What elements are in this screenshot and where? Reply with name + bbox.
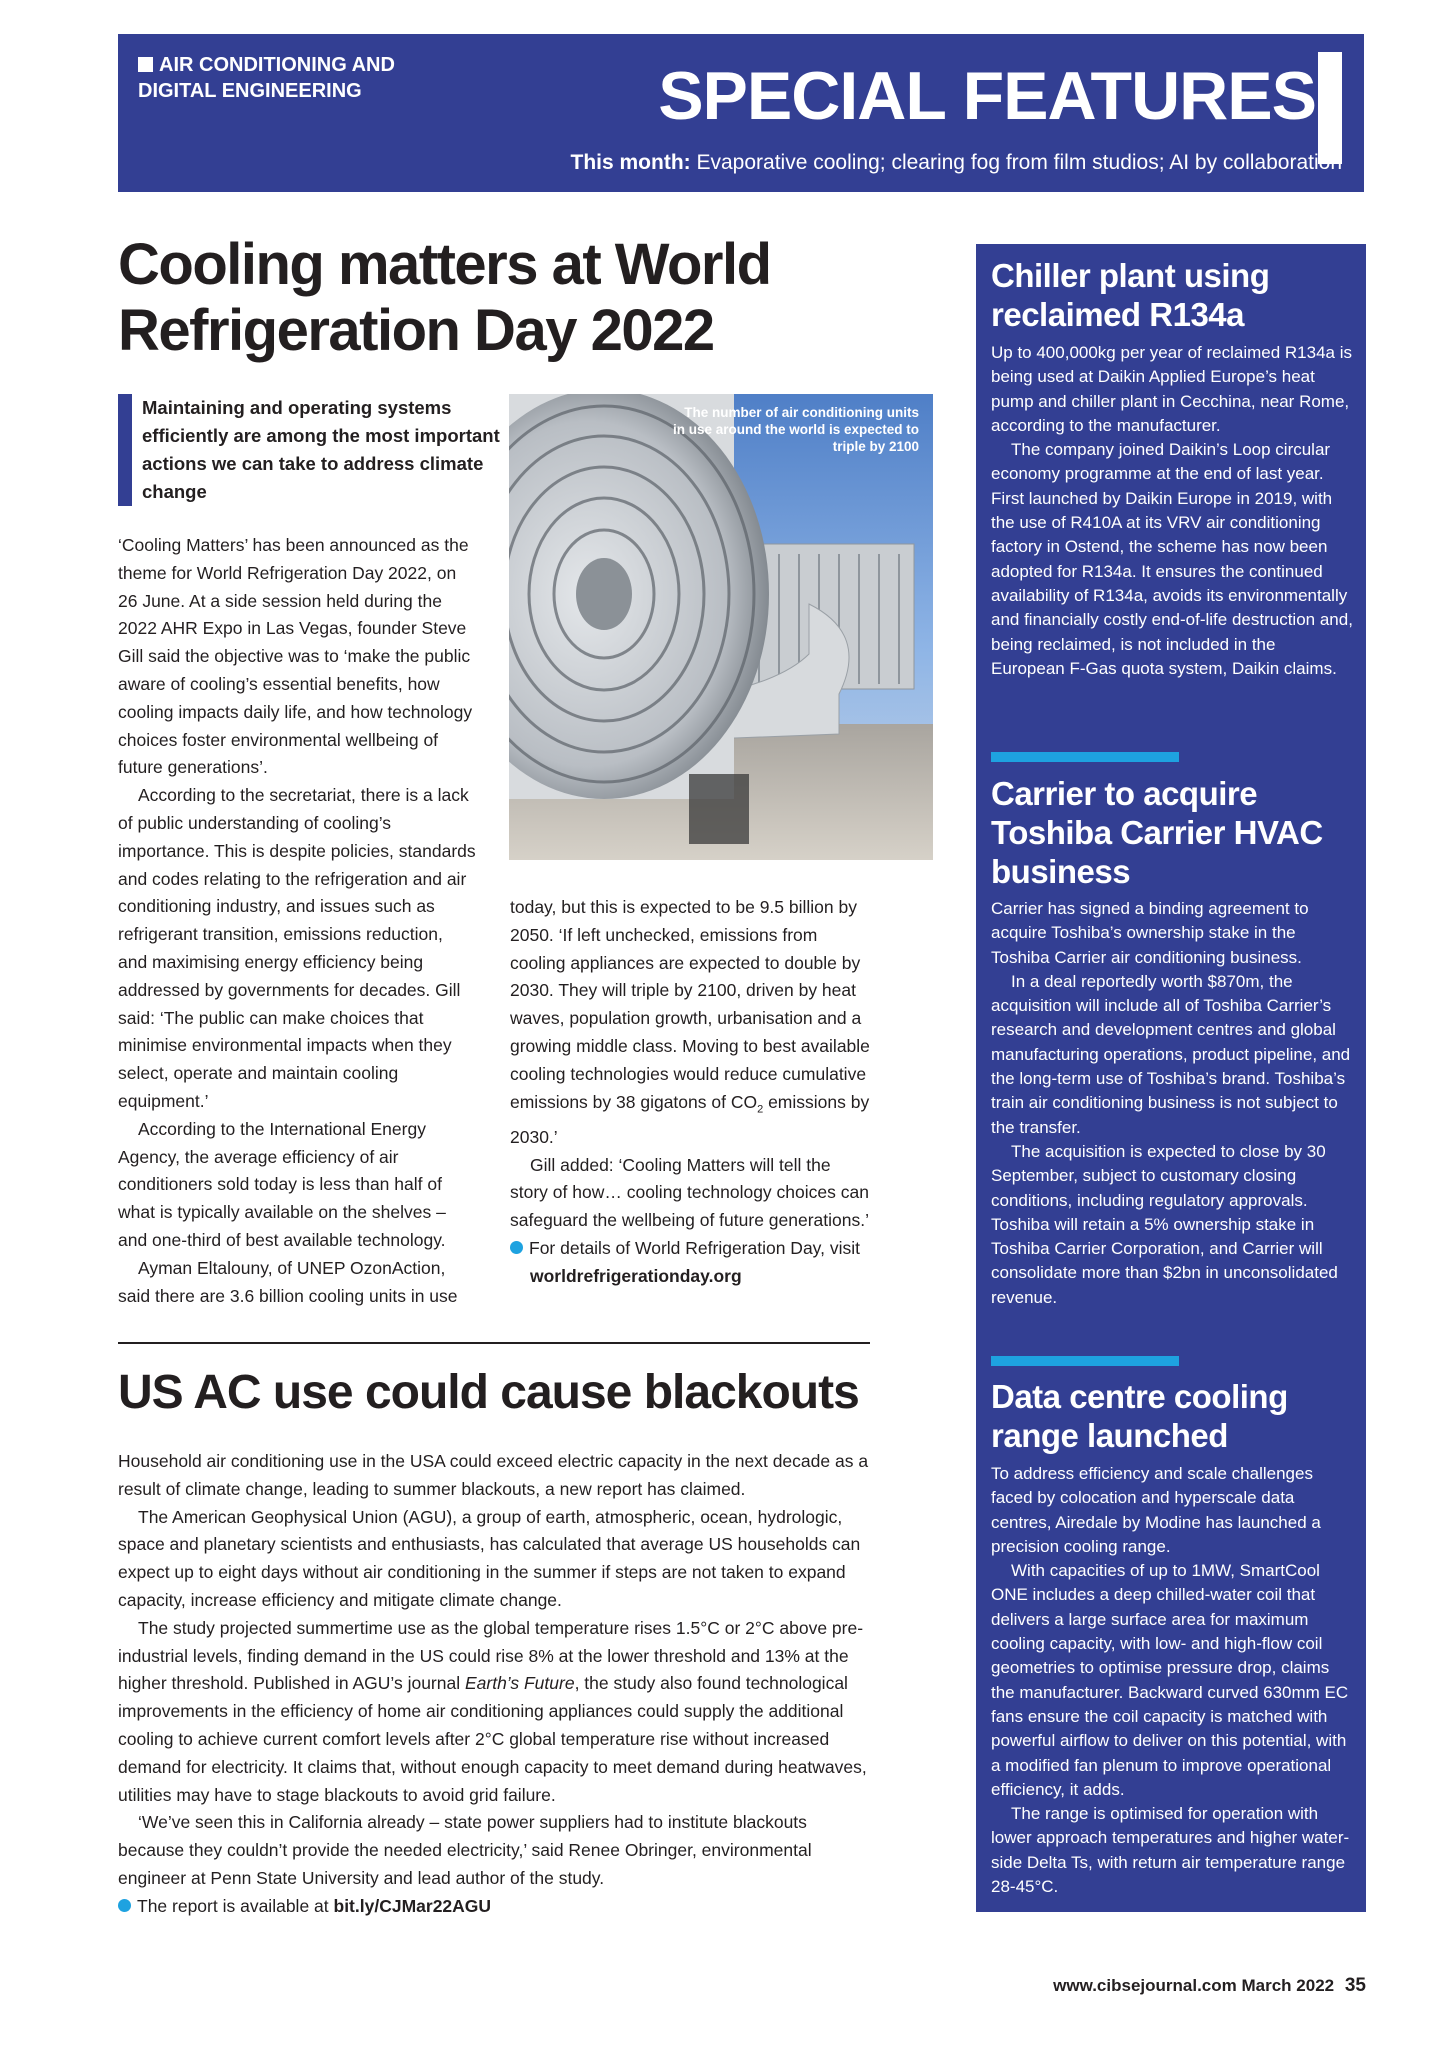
article-standfirst: Maintaining and operating systems efficiently are among the most important actions we can take to address climate change: [118, 394, 512, 506]
sidebar-headline-carrier: Carrier to acquire Toshiba Carrier HVAC business: [991, 775, 1323, 890]
photo-caption: The number of air conditioning units in use around the world is expected to triple by 2100: [672, 405, 919, 454]
section-tag: AIR CONDITIONING AND DIGITAL ENGINEERING: [138, 54, 395, 102]
article-headline: Cooling matters at World Refrigeration Day 2022: [118, 232, 771, 363]
paragraph: According to the secretariat, there is a lack of public understanding of cooling’s importance. This is despite policies, standards and codes relating to the refrigeration and air conditioning industry, and issues such as refrigerant transition, emissions reduction, and maximising energy efficiency being addressed by governments for decades. Gill said: ‘The public can make choices that minimise environmental impacts when they select, operate and maintain cooling equipment.’: [118, 785, 476, 1111]
paragraph: Ayman Eltalouny, of UNEP OzonAction, said there are 3.6 billion cooling units in use: [118, 1257, 458, 1306]
sidebar-headline-datacentre: Data centre cooling range launched: [991, 1378, 1288, 1454]
bullet-dot-icon: [510, 1241, 523, 1254]
sidebar-story-chiller: Up to 400,000kg per year of reclaimed R134a is being used at Daikin Applied Europe’s heat pump and chiller plant in Cecchina, near Rome, according to the manufacturer. The company joined Daikin’s Loop circular economy programme at the end of last year. First launched by Daikin Europe in 2019, with the use of R410A at its VRV air conditioning factory in Ostend, the scheme has now been adopted for R134a. It ensures the continued availability of R134a, avoids its environmentally and financially costly end-of-life destruction and, being reclaimed, is not included in the European F-Gas quota system, Daikin claims.: [991, 343, 1353, 678]
info-bullet: The report is available at bit.ly/CJMar22AGU: [118, 1893, 870, 1921]
this-month-label: This month:: [570, 151, 691, 174]
paragraph: The American Geophysical Union (AGU), a group of earth, atmospheric, ocean, hydrologic, space and planetary scientists and enthusiasts, has calculated that average US households can expect up to eight days without air conditioning in the summer if steps are not taken to expand capacity, increase efficiency and mitigate climate change.: [118, 1506, 861, 1610]
page-footer: [1053, 1974, 1366, 1998]
air-conditioner-photo: [509, 394, 933, 860]
info-bullet: For details of World Refrigeration Day, visit worldrefrigerationday.org: [510, 1235, 870, 1291]
sidebar-divider: [991, 1356, 1179, 1366]
footer-site[interactable]: www.cibsejournal.com: [1053, 1976, 1237, 1995]
article-photo: [509, 394, 933, 860]
link-worldrefrigerationday[interactable]: worldrefrigerationday.org: [530, 1265, 742, 1286]
this-month-text: Evaporative cooling; clearing fog from film studios; AI by collaboration: [696, 151, 1342, 174]
paragraph: The study projected summertime use as the global temperature rises 1.5°C or 2°C above pre-industrial levels, finding demand in the US could rise 8% at the lower threshold and 13% at the higher threshold. Published in AGU’s journal Earth’s Future, the study also found technological improvements in the efficiency of home air conditioning appliances could supply the additional cooling to achieve current comfort levels after 2°C global temperature rise without increased demand for electricity. It claims that, without enough capacity to meet demand during heatwaves, utilities may have to stage blackouts to avoid grid failure.: [118, 1617, 867, 1805]
article-column-1: [118, 532, 476, 1310]
section-divider: [118, 1342, 870, 1344]
article-2-headline: US AC use could cause blackouts: [118, 1366, 859, 1419]
this-month-line: [571, 148, 1343, 178]
sidebar-divider: [991, 752, 1179, 762]
link-report[interactable]: bit.ly/CJMar22AGU: [333, 1895, 492, 1916]
paragraph: ‘We’ve seen this in California already – state power suppliers had to institute blackouts because they couldn’t provide the needed electricity,’ said Renee Obringer, environmental engineer at Penn State University and lead author of the study.: [118, 1812, 812, 1888]
square-bullet-icon: [138, 57, 153, 72]
paragraph: ‘Cooling Matters’ has been announced as the theme for World Refrigeration Day 2022, on 26 June. At a side session held during the 2022 AHR Expo in Las Vegas, founder Steve Gill said the objective was to ‘make the public aware of cooling’s essential benefits, how cooling impacts daily life, and how technology choices foster environmental wellbeing of future generations’.: [118, 535, 473, 778]
news-sidebar: [976, 244, 1366, 1912]
footer-issue: March 2022: [1241, 1976, 1335, 1995]
bullet-dot-icon: [118, 1899, 131, 1912]
paragraph: Household air conditioning use in the USA could exceed electric capacity in the next decade as a result of climate change, leading to summer blackouts, a new report has claimed.: [118, 1451, 869, 1499]
section-banner: [118, 34, 1364, 192]
article-column-2: [510, 894, 870, 1291]
page-number: 35: [1344, 1975, 1366, 1996]
sidebar-story-datacentre: To address efficiency and scale challenges faced by colocation and hyperscale data centres, Airedale by Modine has launched a precision cooling range. With capacities of up to 1MW, SmartCool ONE includes a deep chilled-water coil that delivers a large surface area for maximum cooling capacity, with low- and high-flow coil geometries to optimise pressure drop, claims the manufacturer. Backward curved 630mm EC fans ensure the coil capacity is matched with powerful airflow to deliver on this potential, with a modified fan plenum to improve operational efficiency, it adds. The range is optimised for operation with lower approach temperatures and higher water-side Delta Ts, with return air temperature range 28-45°C.: [991, 1464, 1350, 1897]
sidebar-headline-chiller: Chiller plant using reclaimed R134a: [991, 257, 1270, 333]
article-2-body: [118, 1448, 870, 1921]
paragraph: According to the International Energy Agency, the average efficiency of air conditioners sold today is less than half of what is typically available on the shelves – and one-third of best available technology.: [118, 1118, 446, 1250]
paragraph: today, but this is expected to be 9.5 billion by 2050. ‘If left unchecked, emissions from cooling appliances are expected to double by 2030. They will triple by 2100, driven by heat waves, population growth, urbanisation and a growing middle class. Moving to best available cooling technologies would reduce cumulative emissions by 38 gigatons of $CO_2$ emissions by 2030.’: [510, 897, 870, 1147]
banner-title: SPECIAL FEATURES: [658, 58, 1316, 134]
paragraph: Gill added: ‘Cooling Matters will tell the story of how… cooling technology choices can safeguard the wellbeing of future generations.’: [510, 1154, 869, 1231]
sidebar-story-carrier: Carrier has signed a binding agreement to acquire Toshiba’s ownership stake in the Toshiba Carrier air conditioning business. In a deal reportedly worth $870m, the acquisition will include all of Toshiba Carrier’s research and development centres and global manufacturing operations, product pipeline, and the long-term use of Toshiba’s brand. Toshiba’s train air conditioning business is not subject to the transfer. The acquisition is expected to close by 30 September, subject to customary closing conditions, including regulatory approvals. Toshiba will retain a 5% ownership stake in Toshiba Carrier Corporation, and Carrier will consolidate more than $2bn in unconsolidated revenue.: [991, 899, 1351, 1307]
